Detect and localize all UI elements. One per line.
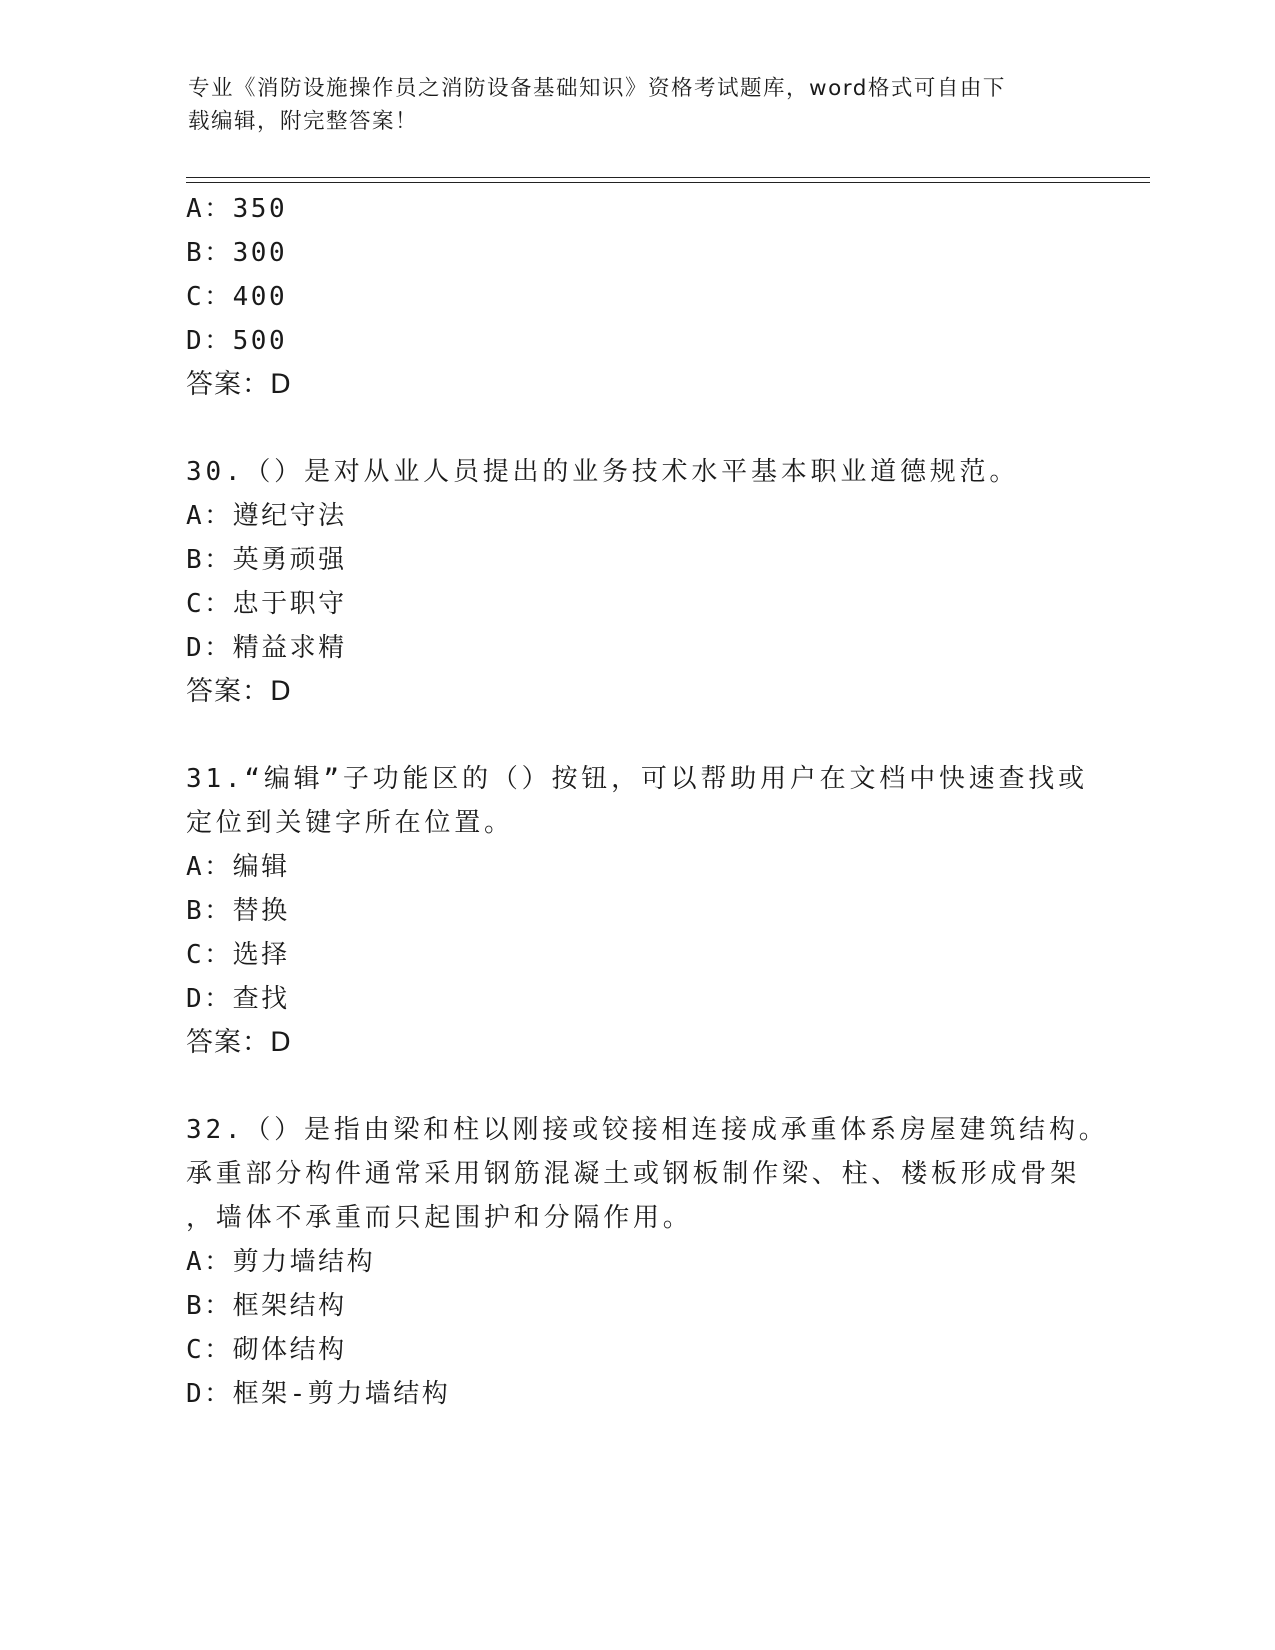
prev-option-c: C：400 (186, 282, 288, 312)
q32-option-b: B：框架结构 (186, 1291, 347, 1321)
q30-option-c: C：忠于职守 (186, 589, 347, 619)
header-divider (186, 177, 1150, 178)
q32-stem-line-3: ，墙体不承重而只起围护和分隔作用。 (186, 1203, 693, 1233)
prev-option-a: A：350 (186, 194, 288, 224)
q32-option-a: A：剪力墙结构 (186, 1247, 376, 1277)
q30-option-b: B：英勇顽强 (186, 545, 347, 575)
q32-option-c: C：砌体结构 (186, 1335, 347, 1365)
prev-answer: 答案：D (186, 369, 292, 400)
prev-option-b: B：300 (186, 238, 288, 268)
q30-option-d: D：精益求精 (186, 633, 347, 663)
q31-stem-line-1: 31.“编辑”子功能区的（）按钮，可以帮助用户在文档中快速查找或 (186, 764, 1088, 794)
q32-stem-line-1: 32.（）是指由梁和柱以刚接或铰接相连接成承重体系房屋建筑结构。 (186, 1115, 1109, 1145)
prev-option-d: D：500 (186, 326, 288, 356)
q32-option-d: D：框架-剪力墙结构 (186, 1379, 451, 1409)
q31-option-d: D：查找 (186, 984, 290, 1014)
q30-option-a: A：遵纪守法 (186, 501, 347, 531)
header-divider-second (186, 182, 1150, 183)
header-line-2: 载编辑，附完整答案！ (188, 109, 419, 134)
q30-stem-line-1: 30.（）是对从业人员提出的业务技术水平基本职业道德规范。 (186, 457, 1020, 487)
q31-option-a: A：编辑 (186, 852, 290, 882)
q31-stem-line-2: 定位到关键字所在位置。 (186, 808, 514, 838)
q31-option-b: B：替换 (186, 896, 290, 926)
header-line-1: 专业《消防设施操作员之消防设备基础知识》资格考试题库，word格式可自由下 (188, 76, 1006, 101)
q32-stem-line-2: 承重部分构件通常采用钢筋混凝土或钢板制作梁、柱、楼板形成骨架 (186, 1159, 1081, 1189)
q31-option-c: C：选择 (186, 940, 290, 970)
q30-answer: 答案：D (186, 676, 292, 707)
q31-answer: 答案：D (186, 1027, 292, 1058)
document-header (188, 72, 1068, 138)
